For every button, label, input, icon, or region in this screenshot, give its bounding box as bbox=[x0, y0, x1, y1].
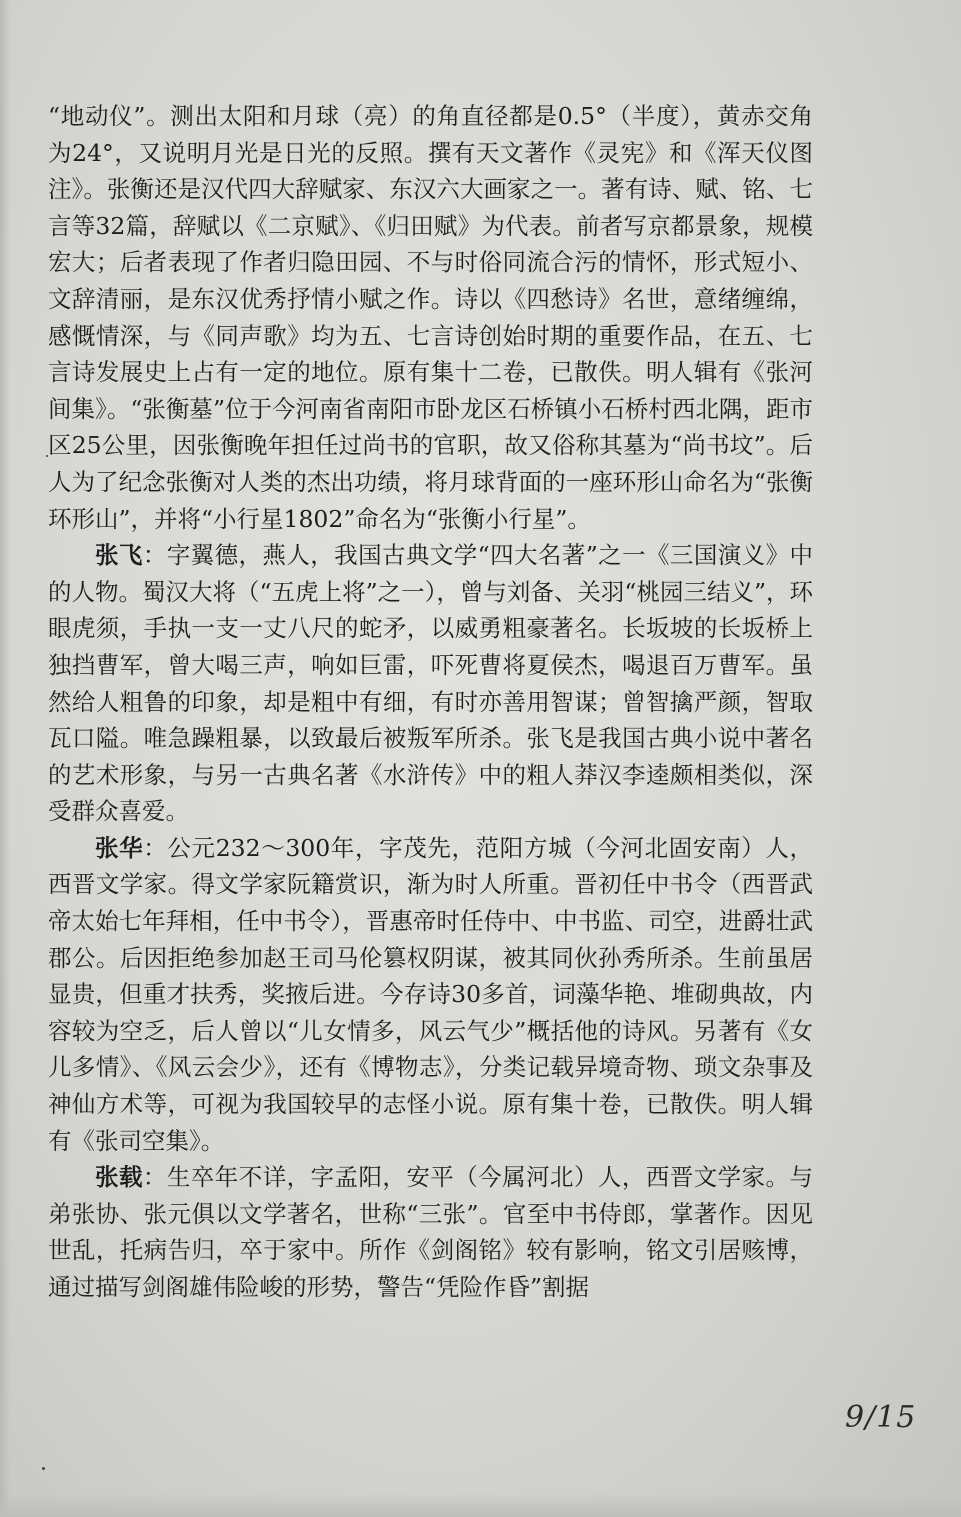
page-edge-shadow bbox=[0, 0, 10, 1517]
paragraph-zhangzai bbox=[48, 1159, 813, 1305]
paragraph-zhangfei bbox=[48, 537, 813, 830]
entry-name: 张华 bbox=[95, 833, 144, 862]
paragraph-text: ：公元232～300年，字茂先，范阳方城（今河北固安南）人，西晋文学家。得文学家阮籍赏识，渐为时人所重。晋初任中书令（西晋武帝太始七年拜相，任中书令），晋惠帝时任侍中、中书监、司空，进爵壮武郡公。后因拒绝参加赵王司马伦篡权阴谋，被其同伙孙秀所杀。生前虽居显贵，但重才扶秀，奖掖后进。今存诗30多首，词藻华艳、堆砌典故，内容较为空乏，后人曾以“儿女情多，风云气少”概括他的诗风。另著有《女儿多情》、《风云会少》，还有《博物志》，分类记载异境奇物、琐文杂事及神仙方术等，可视为我国较早的志怪小说。原有集十卷，已散佚。明人辑有《张司空集》。 bbox=[48, 833, 813, 1155]
body-text bbox=[48, 98, 813, 1306]
paragraph-zhangheng bbox=[48, 98, 813, 537]
paragraph-text: ：字翼德，燕人，我国古典文学“四大名著”之一《三国演义》中的人物。蜀汉大将（“五虎上将”之一），曾与刘备、关羽“桃园三结义”，环眼虎须，手执一支一丈八尺的蛇矛，以威勇粗豪著名。长坂坡的长坂桥上独挡曹军，曾大喝三声，响如巨雷，吓死曹将夏侯杰，喝退百万曹军。虽然给人粗鲁的印象，却是粗中有细，有时亦善用智谋；曾智擒严颜，智取瓦口隘。唯急躁粗暴，以致最后被叛军所杀。张飞是我国古典小说中著名的艺术形象，与另一古典名著《水浒传》中的粗人莽汉李逵颇相类似，深受群众喜爱。 bbox=[48, 541, 814, 826]
dust-speck bbox=[42, 1467, 45, 1470]
page-bottom-shadow bbox=[0, 1493, 961, 1517]
entry-name: 张载 bbox=[95, 1163, 143, 1192]
entry-name: 张飞 bbox=[95, 541, 143, 570]
dust-speck bbox=[46, 455, 48, 457]
page-number: 9/15 bbox=[845, 1400, 917, 1435]
paragraph-text: ：生卒年不详，字孟阳，安平（今属河北）人，西晋文学家。与弟张协、张元俱以文学著名，世称“三张”。官至中书侍郎，掌著作。因见世乱，托病告归，卒于家中。所作《剑阁铭》较有影响，铭文引居赅博，通过描写剑阁雄伟险峻的形势，警告“凭险作昏”割据 bbox=[48, 1163, 814, 1301]
paragraph-zhanghua bbox=[48, 830, 813, 1159]
paragraph-text: “地动仪”。测出太阳和月球（亮）的角直径都是0.5°（半度），黄赤交角为24°，又说明月光是日光的反照。撰有天文著作《灵宪》和《浑天仪图注》。张衡还是汉代四大辞赋家、东汉六大画家之一。著有诗、赋、铭、七言等32篇，辞赋以《二京赋》、《归田赋》为代表。前者写京都景象，规模宏大；后者表现了作者归隐田园、不与时俗同流合污的情怀，形式短小、文辞清丽，是东汉优秀抒情小赋之作。诗以《四愁诗》名世，意绪缠绵，感慨情深，与《同声歌》均为五、七言诗创始时期的重要作品，在五、七言诗发展史上占有一定的地位。原有集十二卷，已散佚。明人辑有《张河间集》。“张衡墓”位于今河南省南阳市卧龙区石桥镇小石桥村西北隅，距市区25公里，因张衡晚年担任过尚书的官职，故又俗称其墓为“尚书坟”。后人为了纪念张衡对人类的杰出功绩，将月球背面的一座环形山命名为“张衡环形山”，并将“小行星1802”命名为“张衡小行星”。 bbox=[48, 102, 813, 533]
